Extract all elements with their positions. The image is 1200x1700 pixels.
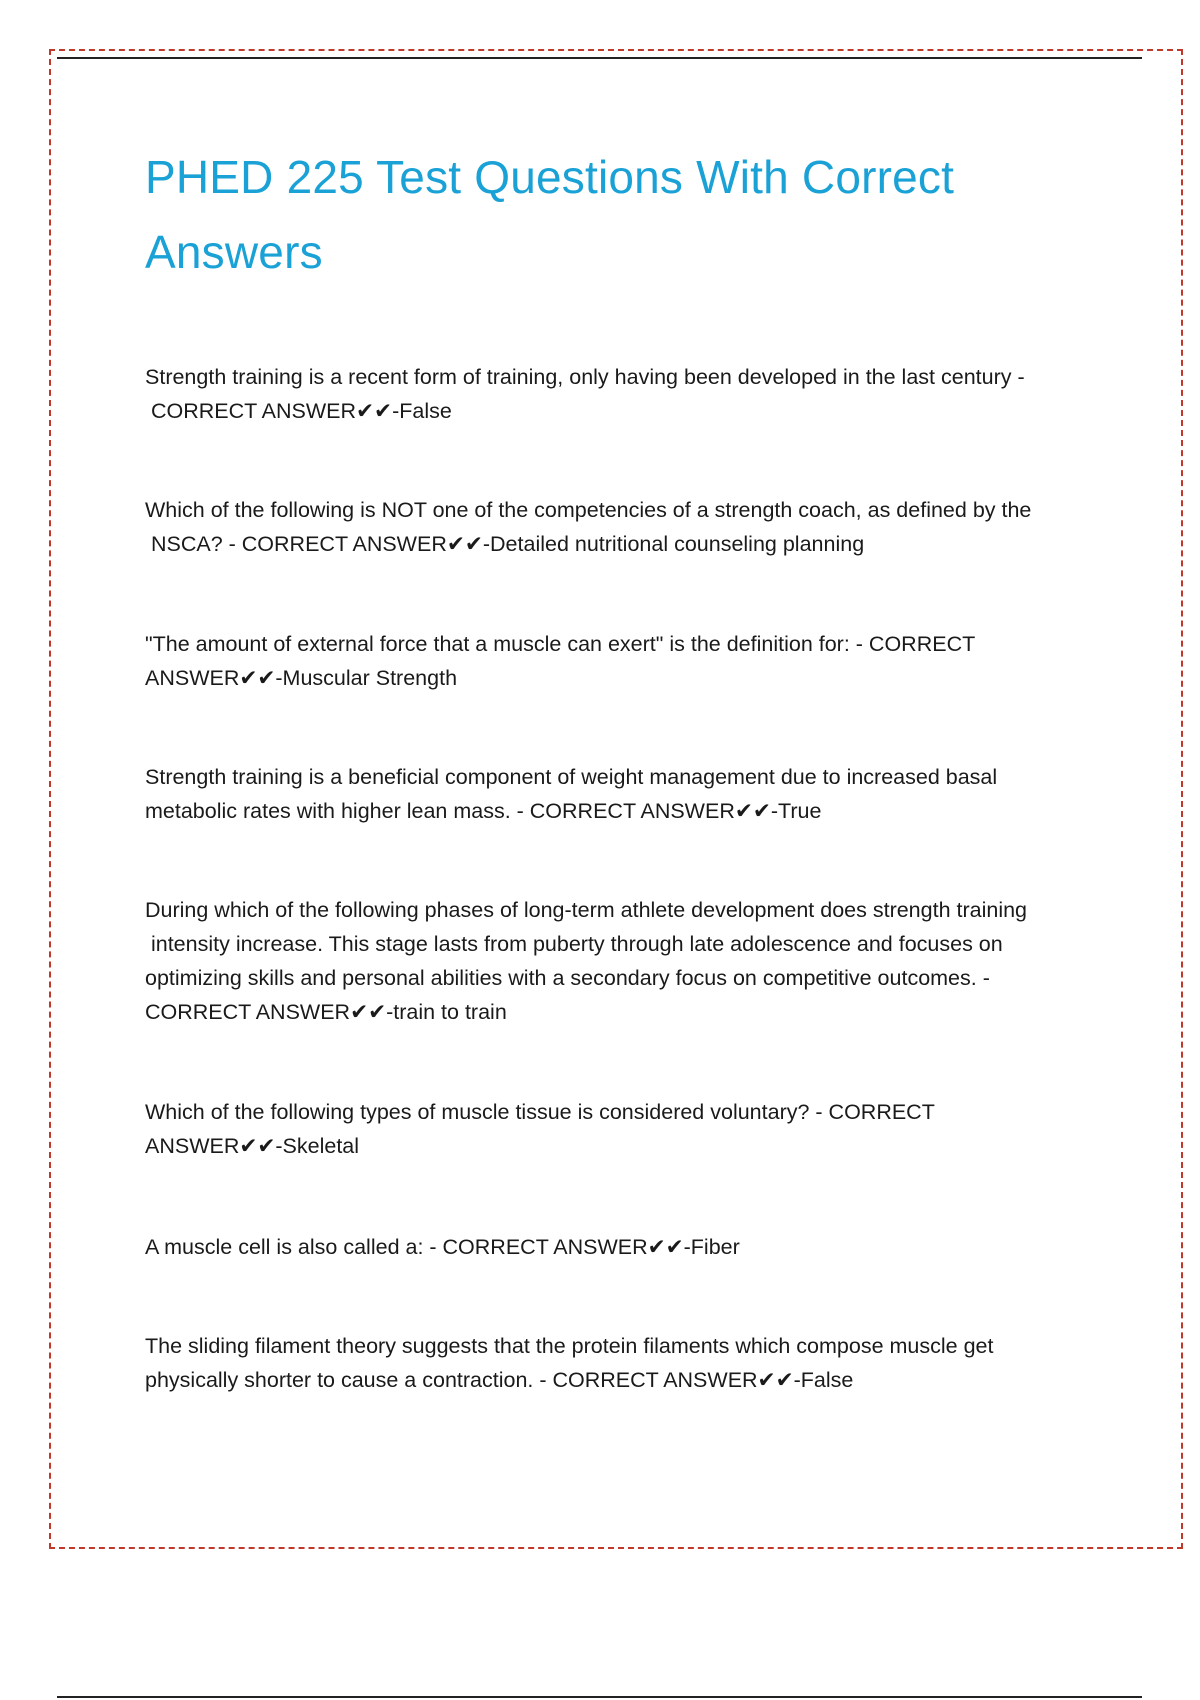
header-rule: [57, 57, 1142, 59]
qa-item-2: [145, 493, 1095, 561]
answer-text: physically shorter to cause a contraction. - CORRECT ANSWER✔✔-False: [145, 1368, 854, 1392]
answer-text: metabolic rates with higher lean mass. - CORRECT ANSWER✔✔-True: [145, 799, 822, 823]
document-body: [145, 140, 1095, 1392]
qa-item-5: [145, 893, 1095, 1029]
answer-text: ANSWER✔✔-Skeletal: [145, 1134, 360, 1158]
document-title: PHED 225 Test Questions With Correct Answers: [145, 151, 955, 278]
answer-text: NSCA? - CORRECT ANSWER✔✔-Detailed nutritional counseling planning: [145, 532, 865, 556]
answer-text: CORRECT ANSWER✔✔-False: [145, 399, 452, 423]
question-text: During which of the following phases of long-term athlete development does strength training: [145, 898, 1028, 922]
question-text-cont: intensity increase. This stage lasts from puberty through late adolescence and focuses on: [145, 932, 1003, 956]
qa-item-1: [145, 360, 1095, 428]
qa-item-8: [145, 1329, 1095, 1397]
question-text: Strength training is a beneficial component of weight management due to increased basal: [145, 765, 998, 789]
question-text-cont: optimizing skills and personal abilities with a secondary focus on competitive outcomes. -: [145, 966, 990, 990]
footer-rule: [57, 1696, 1142, 1698]
qa-item-3: [145, 627, 1095, 695]
qa-item-7: [145, 1230, 1095, 1264]
question-text: A muscle cell is also called a: - CORRECT ANSWER✔✔-Fiber: [145, 1235, 740, 1259]
qa-item-6: [145, 1095, 1095, 1163]
question-text: Which of the following types of muscle tissue is considered voluntary? - CORRECT: [145, 1100, 935, 1124]
answer-text: ANSWER✔✔-Muscular Strength: [145, 666, 458, 690]
qa-item-4: [145, 760, 1095, 828]
answer-text: CORRECT ANSWER✔✔-train to train: [145, 1000, 507, 1024]
question-text: The sliding filament theory suggests that the protein filaments which compose muscle get: [145, 1334, 994, 1358]
question-text: "The amount of external force that a muscle can exert" is the definition for: - CORRECT: [145, 632, 976, 656]
question-text: Which of the following is NOT one of the competencies of a strength coach, as defined by the: [145, 498, 1032, 522]
question-text: Strength training is a recent form of training, only having been developed in the last century -: [145, 365, 1025, 389]
